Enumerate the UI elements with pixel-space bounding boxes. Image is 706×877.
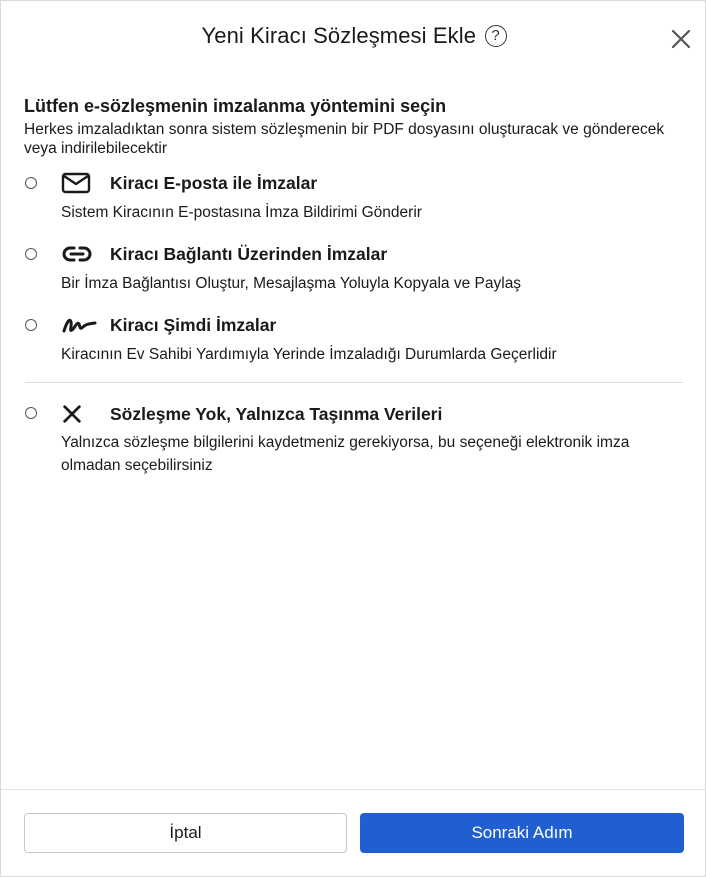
intro-description: Herkes imzaladıktan sonra sistem sözleşmenin bir PDF dosyasını oluşturacak ve gönderecek veya indirilebilecektir (24, 121, 665, 157)
option-no-contract[interactable] (1, 401, 706, 481)
radio-email-sign[interactable] (25, 177, 37, 189)
option-sign-now[interactable] (1, 311, 706, 373)
radio-link-sign[interactable] (25, 248, 37, 260)
section-divider (25, 382, 683, 383)
intro-section (24, 95, 688, 158)
option-description: Kiracının Ev Sahibi Yardımıyla Yerinde İmzaladığı Durumlarda Geçerlidir (61, 346, 557, 363)
x-mark-icon (61, 403, 83, 425)
option-description: Yalnızca sözleşme bilgilerini kaydetmeniz gerekiyorsa, bu seçeneği elektronik imza olmadan seçebilirsiniz (61, 434, 630, 474)
dialog-title: Yeni Kiracı Sözleşmesi Ekle (201, 23, 477, 48)
next-step-button[interactable]: Sonraki Adım (360, 813, 684, 853)
close-icon[interactable] (671, 29, 691, 49)
option-title: Kiracı Bağlantı Üzerinden İmzalar (110, 244, 388, 264)
radio-sign-now[interactable] (25, 319, 37, 331)
envelope-icon (61, 171, 91, 195)
option-description: Bir İmza Bağlantısı Oluştur, Mesajlaşma Yoluyla Kopyala ve Paylaş (61, 275, 522, 292)
title-wrap (1, 23, 706, 53)
option-title: Kiracı Şimdi İmzalar (110, 315, 277, 335)
option-title: Sözleşme Yok, Yalnızca Taşınma Verileri (110, 404, 443, 424)
question-circle-icon[interactable]: ? (485, 25, 507, 47)
signature-icon (61, 313, 97, 337)
option-title: Kiracı E-posta ile İmzalar (110, 173, 318, 193)
footer-divider (1, 789, 706, 790)
cancel-button[interactable]: İptal (24, 813, 347, 853)
radio-no-contract[interactable] (25, 407, 37, 419)
dialog-header (1, 1, 706, 73)
option-email-sign[interactable] (1, 169, 706, 231)
option-description: Sistem Kiracının E-postasına İmza Bildirimi Gönderir (61, 204, 422, 221)
option-link-sign[interactable] (1, 240, 706, 302)
link-icon (61, 242, 93, 266)
intro-title: Lütfen e-sözleşmenin imzalanma yöntemini seçin (24, 96, 447, 116)
